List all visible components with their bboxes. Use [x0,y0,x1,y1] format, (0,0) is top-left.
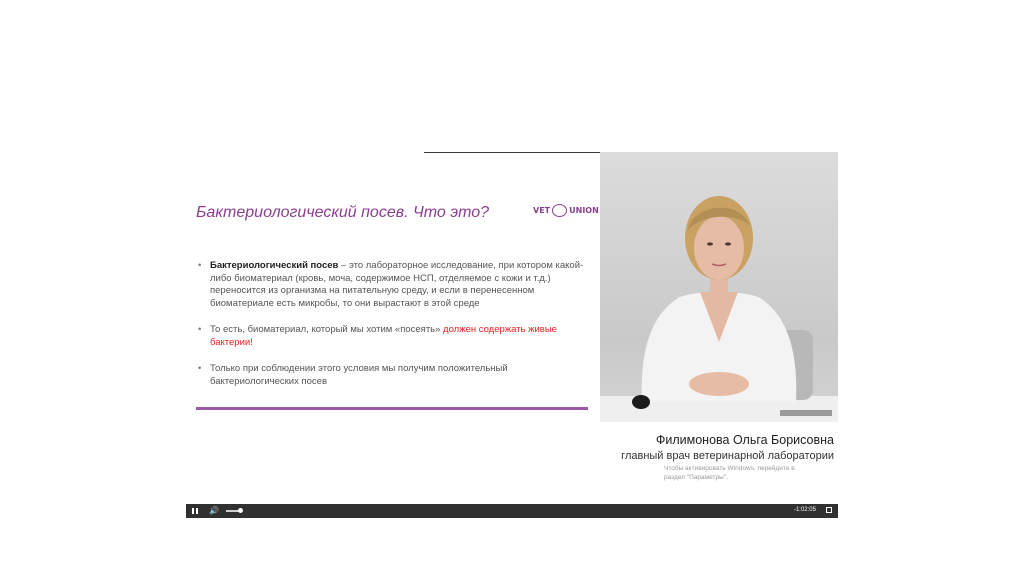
bullet-condition-text: Только при соблюдении этого условия мы получим положительный бактериологических посев [210,363,508,387]
windows-activation-watermark [664,464,795,482]
speaker-role: главный врач ветеринарной лаборатории [621,450,834,462]
watermark-line-2: раздел "Параметры". [664,474,728,481]
volume-icon[interactable]: 🔊 [209,506,219,515]
pause-icon[interactable] [192,508,198,514]
vetunion-logo [533,202,599,218]
speaker-figure [600,152,838,422]
bullet-term: Бактериологический посев [210,260,339,271]
speaker-name: Филимонова Ольга Борисовна [655,433,834,447]
bullet-definition [196,260,594,310]
bullet-living-bacteria [196,324,594,349]
video-player[interactable] [186,152,838,518]
speaker-video [600,152,838,504]
slide-top-divider [424,152,600,153]
watermark-line-1: Чтобы активировать Windows, перейдите в [664,465,795,472]
slide-bottom-divider [196,407,588,410]
volume-knob[interactable] [238,508,243,513]
logo-mark-icon [552,204,567,217]
bullet-condition [196,363,594,388]
slide-bullet-list [196,260,594,402]
logo-text-left: VET [533,205,551,215]
bullet-living-text: То есть, биоматериал, который мы хотим «посеять» [210,324,444,335]
fullscreen-icon[interactable] [826,507,832,513]
slide-title: Бактериологический посев. Что это? [196,204,490,221]
bullet-definition-text: – это лабораторное исследование, при котором какой-либо биоматериал (кровь, моча, содержимое НСП, отделяемое с кожи и т.д.) переносится из организма на питательную среду, и если в перенесенном биоматериале есть микробы, то они вырастают в этой среде [210,260,584,309]
speaker-caption [600,432,834,464]
presentation-slide [186,152,600,504]
bullet-living-highlight: должен содержать живые бактерии! [210,324,557,348]
logo-text-right: UNION [569,205,599,215]
player-controls [186,504,838,518]
speaker-video-frame [600,152,838,422]
time-remaining: -1:02:05 [793,507,816,513]
